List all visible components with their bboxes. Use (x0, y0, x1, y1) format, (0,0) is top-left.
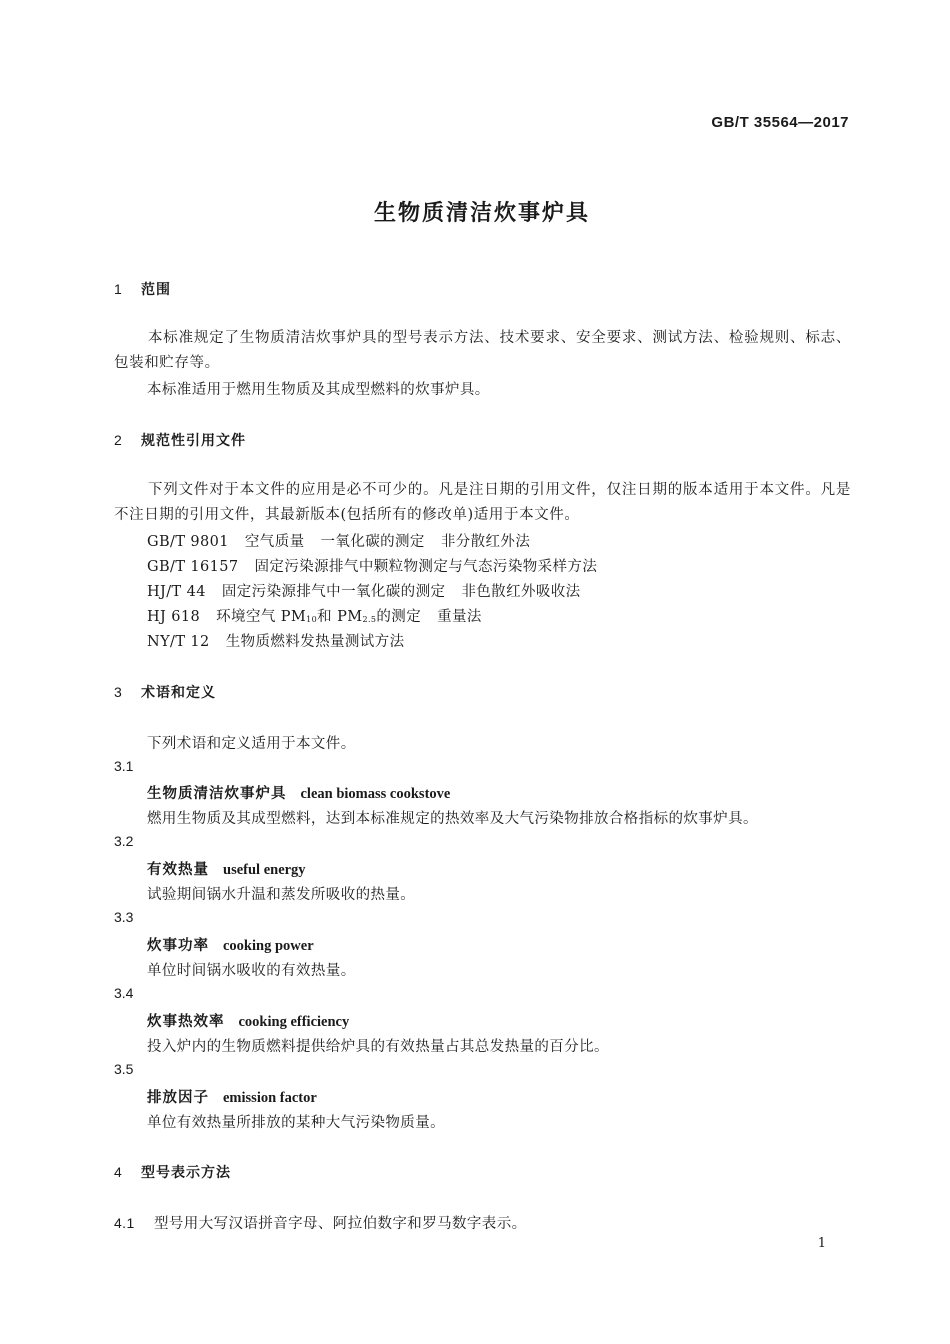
reference-title: 非分散红外法 (440, 534, 531, 550)
clause-text: 型号用大写汉语拼音字母、阿拉伯数字和罗马数字表示。 (154, 1216, 527, 1232)
term-zh: 炊事功率 (147, 938, 209, 954)
term-en: clean biomass cookstove (300, 786, 451, 802)
term-definition: 单位有效热量所排放的某种大气污染物质量。 (147, 1115, 445, 1131)
section-title: 范围 (141, 282, 171, 298)
term-zh: 生物质清洁炊事炉具 (147, 786, 287, 802)
reference-item (147, 605, 482, 626)
term-heading (147, 1010, 349, 1031)
reference-code: NY/T 12 (147, 634, 210, 650)
reference-title: 空气质量 (244, 534, 305, 550)
term-number: 3.4 (114, 985, 134, 1001)
term-en: cooking efficiency (238, 1014, 350, 1030)
term-en: emission factor (223, 1090, 317, 1106)
clause-4-1 (114, 1212, 527, 1233)
term-number: 3.3 (114, 909, 134, 925)
term-number: 3.2 (114, 833, 134, 849)
term-zh: 排放因子 (147, 1090, 209, 1106)
reference-title: 重量法 (437, 609, 482, 625)
reference-code: HJ 618 (147, 609, 201, 625)
reference-title: 非色散红外吸收法 (461, 584, 581, 600)
term-heading (147, 858, 306, 879)
reference-title: 生物质燃料发热量测试方法 (225, 634, 405, 650)
clause-number: 4.1 (114, 1215, 135, 1231)
section-number: 1 (114, 281, 123, 297)
standard-code: GB/T 35564—2017 (711, 114, 849, 131)
section-number: 2 (114, 432, 123, 448)
term-definition: 试验期间锅水升温和蒸发所吸收的热量。 (147, 887, 416, 903)
section-4-heading (114, 1162, 231, 1182)
section-2-heading (114, 430, 246, 450)
term-en: cooking power (223, 938, 314, 954)
term-number: 3.1 (114, 758, 134, 774)
reference-code: GB/T 9801 (147, 534, 229, 550)
reference-title: 固定污染源排气中一氧化碳的测定 (221, 584, 446, 600)
term-heading (147, 1086, 317, 1107)
section-1-paragraph-2: 本标准适用于燃用生物质及其成型燃料的炊事炉具。 (147, 382, 490, 398)
reference-item (147, 555, 597, 576)
section-number: 4 (114, 1164, 123, 1180)
section-number: 3 (114, 684, 123, 700)
term-heading (147, 934, 314, 955)
section-title: 规范性引用文件 (141, 433, 246, 449)
term-zh: 有效热量 (147, 862, 209, 878)
term-definition: 单位时间锅水吸收的有效热量。 (147, 963, 356, 979)
term-heading (147, 782, 450, 803)
document-title: 生物质清洁炊事炉具 (373, 201, 590, 226)
reference-title: 的测定 (376, 609, 422, 625)
reference-title: 和 PM (317, 609, 363, 625)
section-1-paragraph-1: 本标准规定了生物质清洁炊事炉具的型号表示方法、技术要求、安全要求、测试方法、检验规则、标志、包装和贮存等。 (114, 330, 851, 371)
subscript: 10 (306, 615, 318, 624)
term-definition: 投入炉内的生物质燃料提供给炉具的有效热量占其总发热量的百分比。 (147, 1039, 609, 1055)
section-1-heading (114, 279, 171, 299)
reference-item (147, 630, 405, 651)
reference-title: 环境空气 PM (216, 609, 307, 625)
reference-title: 固定污染源排气中颗粒物测定与气态污染物采样方法 (254, 559, 598, 575)
reference-item (147, 530, 530, 551)
reference-code: HJ/T 44 (147, 584, 206, 600)
reference-title: 一氧化碳的测定 (320, 534, 425, 550)
section-title: 术语和定义 (141, 685, 216, 701)
section-2-intro: 下列文件对于本文件的应用是必不可少的。凡是注日期的引用文件，仅注日期的版本适用于本文件。凡是不注日期的引用文件，其最新版本(包括所有的修改单)适用于本文件。 (114, 482, 851, 523)
term-number: 3.5 (114, 1061, 134, 1077)
subscript: 2.5 (362, 615, 377, 624)
page-number: 1 (817, 1236, 826, 1251)
section-3-intro: 下列术语和定义适用于本文件。 (147, 736, 356, 752)
section-3-heading (114, 682, 216, 702)
term-en: useful energy (223, 862, 306, 878)
term-zh: 炊事热效率 (147, 1014, 225, 1030)
reference-item (147, 580, 581, 601)
term-definition: 燃用生物质及其成型燃料，达到本标准规定的热效率及大气污染物排放合格指标的炊事炉具。 (147, 811, 758, 827)
reference-code: GB/T 16157 (147, 559, 239, 575)
section-title: 型号表示方法 (141, 1165, 231, 1181)
